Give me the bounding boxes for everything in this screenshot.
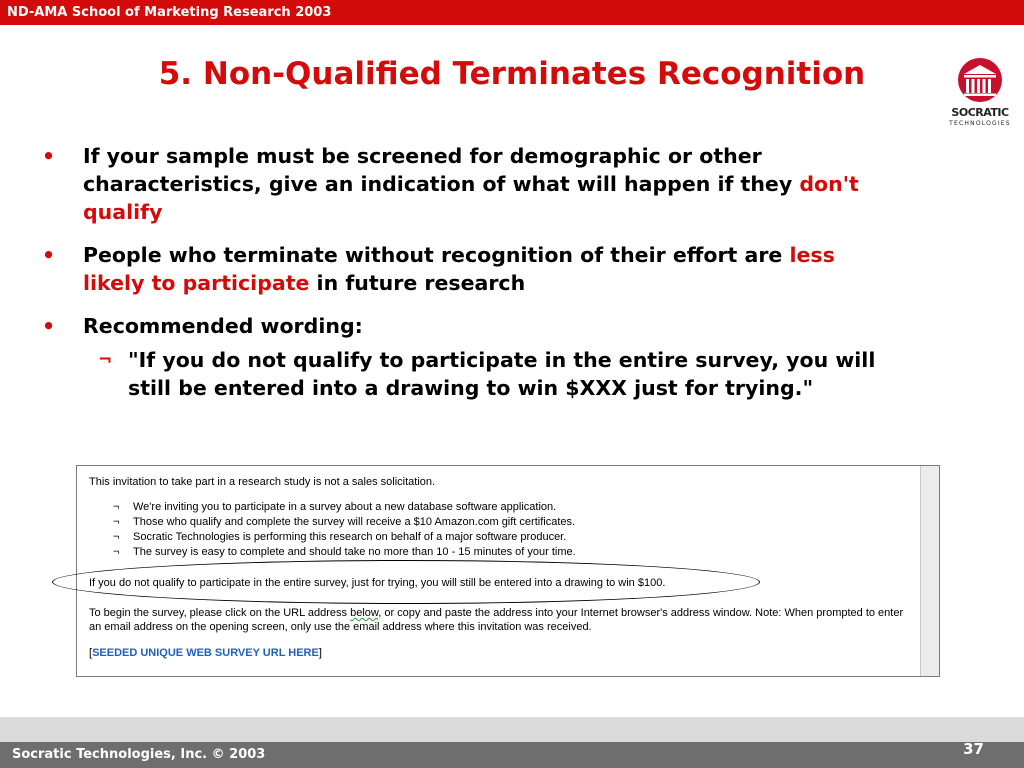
page-number: 37 [963,740,984,758]
footer-copyright: Socratic Technologies, Inc. © 2003 [12,747,266,762]
email-qualify-line: If you do not qualify to participate in the entire survey, just for trying, you will still be entered into a drawing to win $100. [89,577,666,589]
email-scrollbar[interactable] [920,466,939,676]
bullet-item [42,142,902,226]
socratic-logo [944,56,1016,132]
list-bullet-icon: ¬ [113,546,120,558]
bullet-text: People who terminate without recognition of their effort are [83,243,790,267]
slide-title: 5. Non-Qualified Terminates Recognition [158,56,866,92]
pillar-logo-icon [944,56,1016,104]
bullet-icon: • [42,144,56,168]
bullet-highlight: less likely to participate [83,243,835,295]
email-list-text: We're inviting you to participate in a survey about a new database software application. [133,501,557,513]
email-instructions [89,606,909,634]
sub-bullet-icon: ¬ [98,350,113,370]
email-list-text: Those who qualify and complete the survey will receive a $10 Amazon.com gift certificates. [133,516,576,528]
header-text: ND-AMA School of Marketing Research 2003 [7,5,332,20]
sub-bullet-item [42,346,902,402]
email-list-text: Socratic Technologies is performing this research on behalf of a major software producer. [133,531,567,543]
email-list [113,500,909,560]
list-bullet-icon: ¬ [113,531,120,543]
bullet-icon: • [42,243,56,267]
email-list-text: The survey is easy to complete and should take no more than 10 - 15 minutes of your time. [133,546,576,558]
link-bracket-close: ] [318,647,322,659]
slide-content [42,142,902,402]
bullet-text: If your sample must be screened for demographic or other characteristics, give an indication of what will happen if they [83,144,800,196]
instructions-text-after: , or copy and paste the address into your Internet browser's address window. Note: When prompted to enter an email address on the opening screen, only use the email address where this invitation was received. [89,607,904,633]
bullet-text: Recommended wording: [83,314,363,338]
email-list-item [113,500,909,515]
bullet-item [42,312,902,340]
link-bracket-open: [ [89,647,93,659]
sub-bullet-text: "If you do not qualify to participate in the entire survey, you will still be entered into a drawing to win $XXX just for trying." [128,348,876,400]
bullet-item [42,241,902,297]
email-body [89,475,909,660]
instructions-text: To begin the survey, please click on the URL address [89,607,351,619]
list-bullet-icon: ¬ [113,516,120,528]
email-intro: This invitation to take part in a research study is not a sales solicitation. [89,476,436,488]
header-bar [0,0,1024,25]
footer-bar [0,742,1024,768]
email-list-item [113,530,909,545]
email-link-line [89,646,909,660]
bullet-icon: • [42,314,56,338]
logo-name: SOCRATIC [951,106,1009,119]
list-bullet-icon: ¬ [113,501,120,513]
email-list-item [113,545,909,560]
bullet-text-after: in future research [309,271,526,295]
email-sample [76,465,940,677]
logo-subtitle: TECHNOLOGIES [949,120,1011,127]
survey-url-link[interactable]: SEEDED UNIQUE WEB SURVEY URL HERE [92,647,319,659]
instructions-word: below [350,607,379,619]
footer-stripe [0,717,1024,742]
bullet-highlight: don't qualify [83,172,859,224]
email-list-item [113,515,909,530]
